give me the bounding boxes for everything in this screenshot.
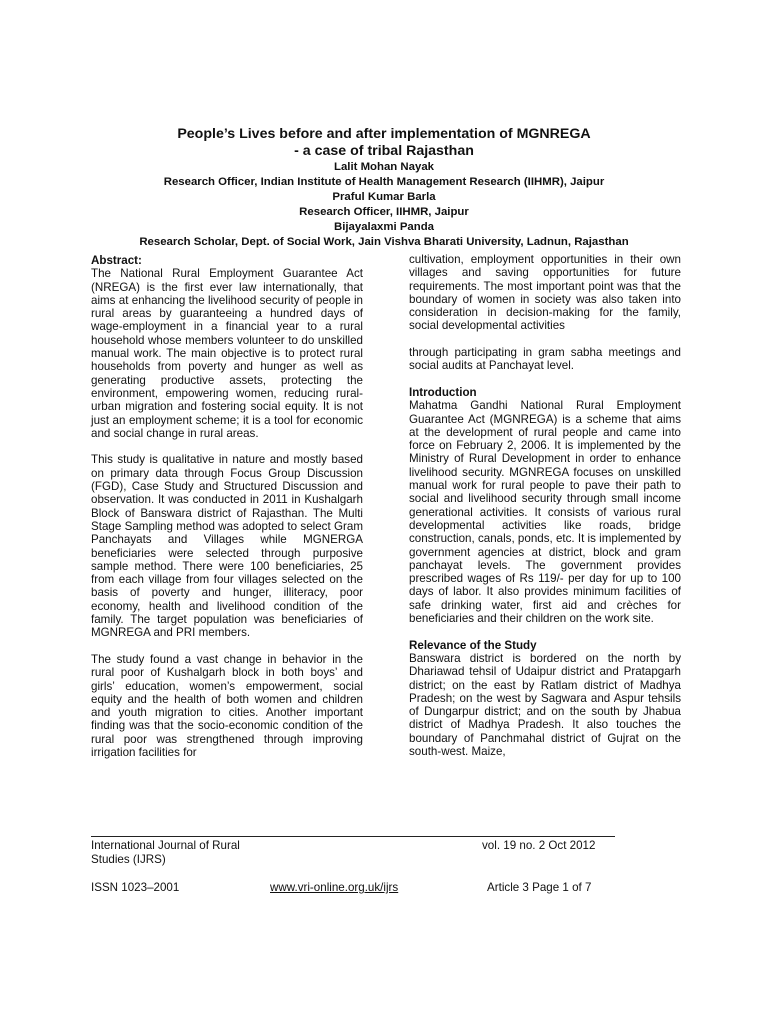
abstract-heading: Abstract: [91, 254, 142, 267]
footer-url-wrap [270, 881, 398, 895]
abstract-paragraph-3: The study found a vast change in behavior in the rural poor of Kushalgarh block in both boys’ and girls’ education, women’s empowerment, social equity and the health of both women and children and youth migration to cities. Another important finding was that the socio-economic condition of the rural poor was strengthened through improving irrigation facilities for [91, 652, 363, 759]
abstract-paragraph-1: The National Rural Employment Guarantee Act (NREGA) is the first ever law internationally, that aims at enhancing the livelihood security of people in rural areas by guaranteeing a hundred days of wage-employment in a financial year to a rural household whose members volunteer to do unskilled manual work. The main objective is to protect rural households from poverty and hunger as well as generating productive assets, protecting the environment, empowering women, reducing rural-urban migration and fostering social equity. It is not just an employment scheme; it is a tool for economic and social change in rural areas. [91, 267, 363, 440]
introduction-paragraph: Mahatma Gandhi National Rural Employment Guarantee Act (MGNREGA) is a scheme that aims at the development of rural people and came into force on February 2, 2006. It is implemented by the Ministry of Rural Development in order to enhance livelihood security. MGNREGA focuses on unskilled manual work for rural people to pave their path to social and livelihood security through small income generational activities. It consists of various rural developmental activities like roads, bridge construction, canals, ponds, etc. It is implemented by government agencies at district, block and gram panchayat levels. The government provides prescribed wages of Rs 119/- per day for up to 100 days of labor. It also provides minimum facilities of safe drinking water, first aid and crèches for beneficiaries and their children on the work site. [409, 399, 681, 626]
relevance-paragraph: Banswara district is bordered on the north by Dhariawad tehsil of Udaipur district and Pratapgarh district; on the east by Ratlam district of Madhya Pradesh; on the west by Sagwara and Aspur tehsils of Dungarpur district; and on the south by Jhabua district of Madhya Pradesh. It also touches the boundary of Panchmahal district of Gujrat on the south-west. Maize, [409, 651, 681, 758]
author-affiliation-1: Research Officer, Indian Institute of Health Management Research (IIHMR), Jaipur [163, 176, 605, 188]
author-affiliation-2: Research Officer, IIHMR, Jaipur [299, 206, 469, 218]
author-name-2: Praful Kumar Barla [332, 191, 436, 203]
footer-journal-line-1: International Journal of Rural [91, 839, 240, 852]
author-name-1: Lalit Mohan Nayak [333, 161, 434, 173]
abstract-continued-paragraph-1: cultivation, employment opportunities in their own villages and saving opportunities for future requirements. The most important point was that the boundary of women in society was also taken into consideration in decision-making for the family, social developmental activities [409, 253, 681, 333]
footer-journal-line-2: Studies (IJRS) [91, 853, 166, 866]
footer-url-link[interactable]: www.vri-online.org.uk/ijrs [270, 881, 399, 894]
footer-volume: vol. 19 no. 2 Oct 2012 [482, 839, 596, 852]
author-affiliation-3: Research Scholar, Dept. of Social Work, Jain Vishva Bharati University, Ladnun, Rajasthan [139, 236, 629, 248]
paper-title-line-1: People’s Lives before and after implementation of MGNREGA [177, 126, 591, 142]
abstract-paragraph-2: This study is qualitative in nature and mostly based on primary data through Focus Group Discussion (FGD), Case Study and Structured Discussion and observation. It was conducted in 2011 in Kushalgarh Block of Banswara district of Rajasthan. The Multi Stage Sampling method was adopted to select Gram Panchayats and Villages while MGNERGA beneficiaries were selected through purposive sample method. There were 100 beneficiaries, 25 from each village from four villages selected on the basis of poverty and hunger, illiteracy, poor economy, health and livelihood condition of the family. The target population was beneficiaries of MGNREGA and PRI members. [91, 453, 363, 640]
footer-article-page: Article 3 Page 1 of 7 [487, 881, 592, 894]
author-name-3: Bijayalaxmi Panda [333, 221, 435, 233]
paper-header [80, 126, 688, 250]
relevance-heading: Relevance of the Study [409, 638, 537, 652]
footer-issn: ISSN 1023–2001 [91, 881, 180, 894]
left-column [91, 254, 363, 773]
abstract-continued-paragraph-2: through participating in gram sabha meetings and social audits at Panchayat level. [409, 346, 681, 373]
footer-journal [91, 839, 240, 867]
right-column [409, 253, 681, 772]
introduction-heading: Introduction [409, 385, 477, 399]
paper-title-line-2: - a case of tribal Rajasthan [294, 143, 474, 159]
footer-divider [91, 836, 615, 837]
